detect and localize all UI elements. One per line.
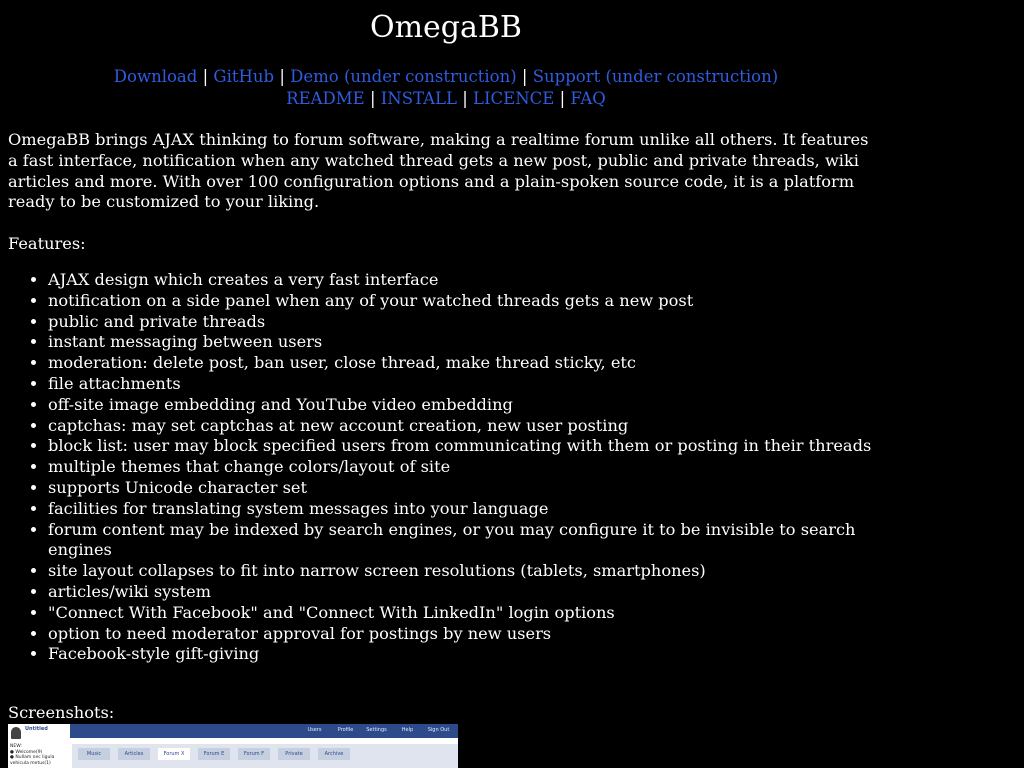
screenshots-heading: Screenshots:	[8, 703, 115, 722]
thumbnail-top-nav	[299, 726, 454, 734]
avatar-icon	[11, 727, 21, 739]
thumbnail-tab: Forum E	[198, 748, 230, 760]
readme-link[interactable]: README	[286, 89, 365, 108]
feature-item: • moderation: delete post, ban user, close thread, make thread sticky, etc	[48, 353, 898, 374]
feature-item: • captchas: may set captchas at new account creation, new user posting	[48, 416, 898, 437]
feature-item: • supports Unicode character set	[48, 478, 898, 499]
thumbnail-nav-item: Profile	[337, 727, 354, 733]
feature-item: • instant messaging between users	[48, 332, 898, 353]
nav-links-primary	[0, 67, 892, 88]
download-link[interactable]: Download	[113, 67, 198, 86]
thumbnail-nav-item: Help	[401, 727, 414, 733]
thumbnail-side-item: ● Welcome(9)	[10, 749, 43, 755]
nav-separator: |	[521, 67, 528, 86]
thumbnail-side-list	[10, 744, 54, 766]
feature-item: • articles/wiki system	[48, 582, 898, 603]
feature-item: • multiple themes that change colors/layout of site	[48, 457, 898, 478]
feature-item: • file attachments	[48, 374, 898, 395]
features-heading: Features:	[8, 234, 86, 253]
thumbnail-tab: Forum F	[238, 748, 270, 760]
feature-item: • AJAX design which creates a very fast interface	[48, 270, 898, 291]
thumbnail-tab: Private	[278, 748, 310, 760]
feature-item: • public and private threads	[48, 312, 898, 333]
feature-item: • block list: user may block specified users from communicating with them or posting in their threads	[48, 436, 898, 457]
thumbnail-side-item: vehicula metus(1)	[10, 760, 51, 766]
thumbnail-username: Untitled	[25, 726, 48, 732]
thumbnail-nav-item: Settings	[366, 727, 387, 733]
thumbnail-side-item: ● Nullam nec ligula	[10, 755, 55, 760]
feature-item: • facilities for translating system messages into your language	[48, 499, 898, 520]
thumbnail-nav-item: Sign Out	[427, 727, 450, 733]
thumbnail-nav-item: Users	[307, 727, 322, 733]
thumbnail-side-panel	[8, 724, 70, 768]
feature-item: • "Connect With Facebook" and "Connect With LinkedIn" login options	[48, 603, 898, 624]
feature-item: • notification on a side panel when any of your watched threads gets a new post	[48, 291, 898, 312]
licence-link[interactable]: LICENCE	[473, 89, 555, 108]
thumbnail-side-item: NEW:	[10, 744, 22, 749]
thumbnail-tab: Archive	[318, 748, 350, 760]
demo-link[interactable]: Demo (under construction)	[290, 67, 517, 86]
nav-separator: |	[279, 67, 285, 86]
page-title: OmegaBB	[370, 10, 522, 45]
nav-separator: |	[462, 89, 468, 108]
feature-item: • off-site image embedding and YouTube video embedding	[48, 395, 898, 416]
thumbnail-tab-bar	[72, 744, 458, 768]
thumbnail-tab: Music	[78, 748, 110, 760]
install-link[interactable]: INSTALL	[380, 89, 457, 108]
feature-item: • site layout collapses to fit into narrow screen resolutions (tablets, smartphones)	[48, 561, 898, 582]
thumbnail-tab: Articles	[118, 748, 150, 760]
github-link[interactable]: GitHub	[213, 67, 275, 86]
features-list	[8, 270, 898, 665]
thumbnail-header-bar	[8, 724, 458, 738]
screenshot-thumbnail[interactable]	[8, 724, 458, 768]
nav-separator: |	[369, 89, 376, 108]
nav-separator: |	[559, 89, 566, 108]
feature-item: • forum content may be indexed by search engines, or you may configure it to be invisible to search engines	[48, 520, 898, 562]
nav-separator: |	[202, 67, 209, 86]
nav-links-docs	[0, 89, 892, 110]
feature-item: • option to need moderator approval for postings by new users	[48, 624, 898, 645]
thumbnail-tab-active: Forum X	[158, 748, 190, 760]
intro-paragraph: OmegaBB brings AJAX thinking to forum software, making a realtime forum unlike all others. It features a fast interface, notification when any watched thread gets a new post, public and private threads, wiki articles and more. With over 100 configuration options and a plain-spoken source code, it is a platform ready to be customized to your liking.	[8, 130, 869, 212]
feature-item: • Facebook-style gift-giving	[48, 644, 898, 665]
faq-link[interactable]: FAQ	[570, 89, 606, 108]
support-link[interactable]: Support (under construction)	[532, 67, 779, 86]
